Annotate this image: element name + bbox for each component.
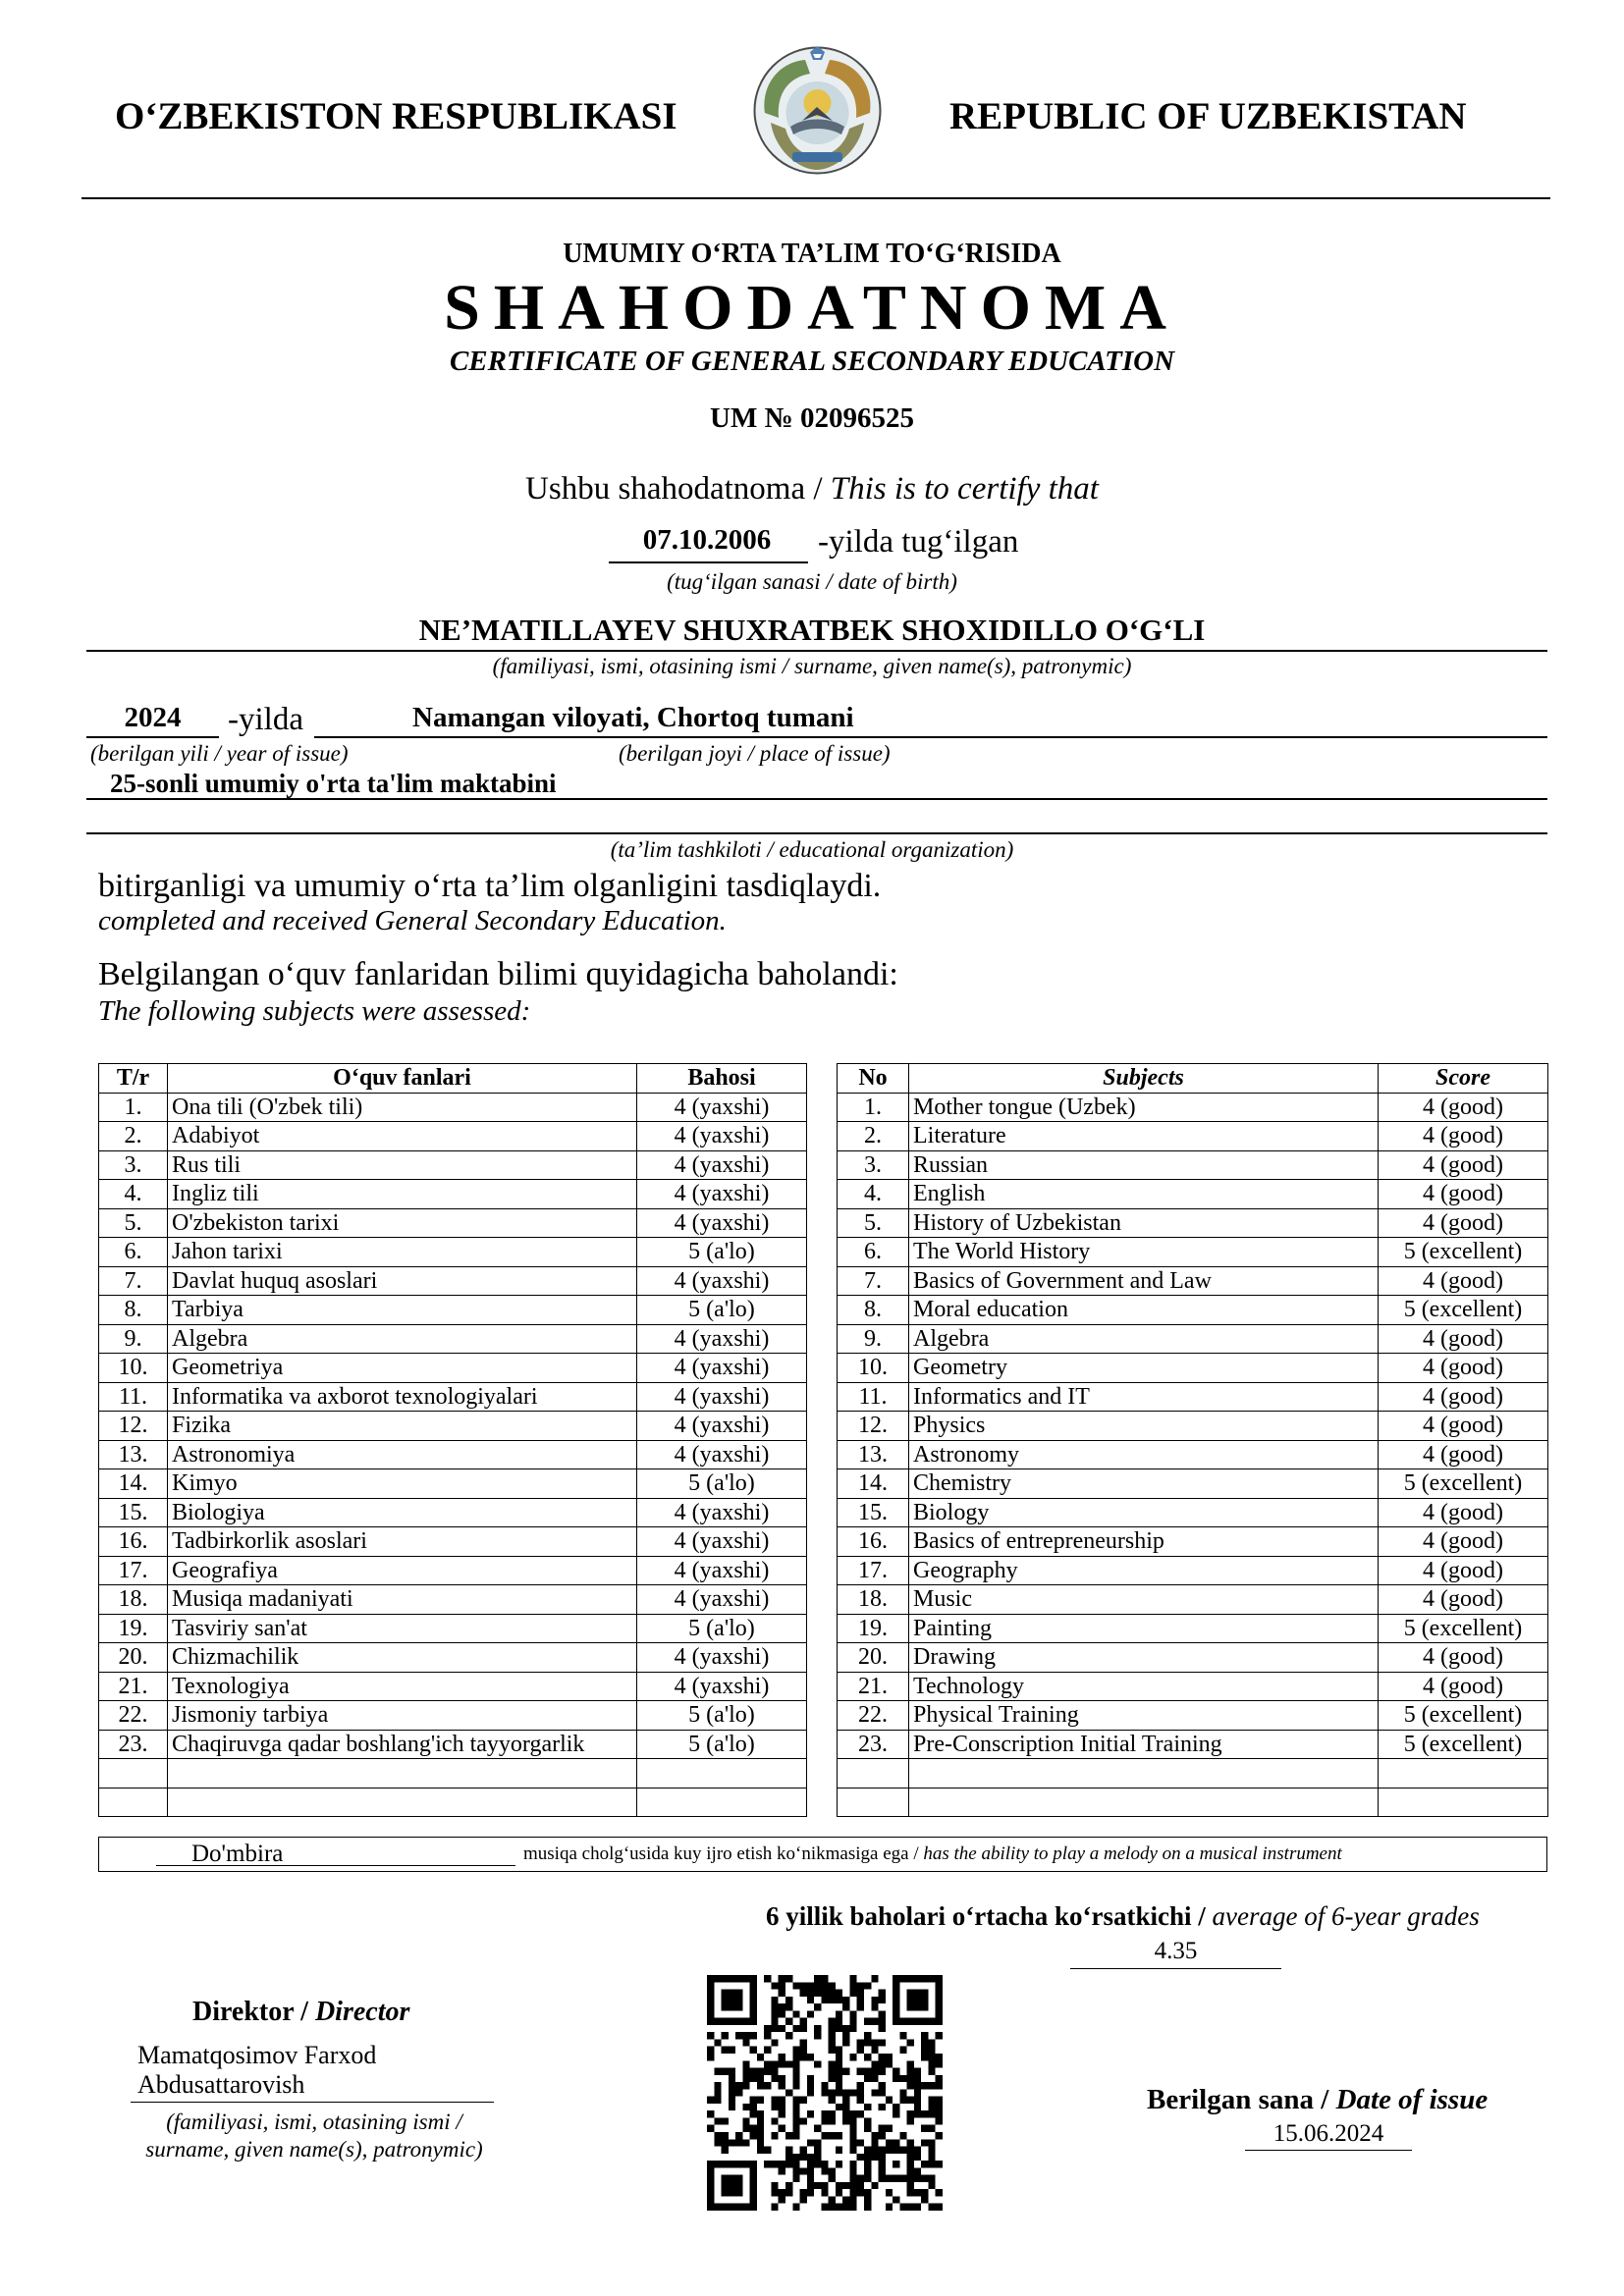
birth-caption: (tug‘ilgan sanasi / date of birth) <box>667 569 957 594</box>
average-value: 4.35 <box>1154 1938 1198 1964</box>
row-number: 22. <box>838 1701 909 1731</box>
row-grade: 4 (yaxshi) <box>637 1324 807 1354</box>
row-subject: Adabiyot <box>168 1122 637 1151</box>
grades-table-uz <box>98 1063 807 1817</box>
row-number: 18. <box>838 1585 909 1615</box>
table-row <box>99 1238 807 1267</box>
average-label-uz: 6 yillik baholari o‘rtacha ko‘rsatkichi / <box>766 1901 1213 1931</box>
certificate-title: SHAHODATNOMA <box>444 272 1180 344</box>
row-grade: 4 (good) <box>1379 1498 1548 1527</box>
row-number: 11. <box>838 1382 909 1412</box>
row-number <box>838 1759 909 1789</box>
table-row <box>838 1382 1548 1412</box>
row-number: 13. <box>838 1440 909 1469</box>
row-number: 19. <box>99 1614 168 1643</box>
row-grade: 4 (yaxshi) <box>637 1585 807 1615</box>
row-grade: 4 (yaxshi) <box>637 1556 807 1585</box>
row-number: 22. <box>99 1701 168 1731</box>
certificate-serial: UM № 02096525 <box>710 402 914 434</box>
row-number: 12. <box>838 1412 909 1441</box>
row-number: 17. <box>838 1556 909 1585</box>
birth-suffix: -yilda tug‘ilgan <box>818 524 1019 560</box>
table-row <box>99 1788 807 1817</box>
row-number: 9. <box>838 1324 909 1354</box>
row-subject: Drawing <box>909 1643 1379 1673</box>
row-subject: Astronomiya <box>168 1440 637 1469</box>
table-row <box>99 1382 807 1412</box>
row-subject: Physical Training <box>909 1701 1379 1731</box>
row-number: 18. <box>99 1585 168 1615</box>
row-subject: O'zbekiston tarixi <box>168 1208 637 1238</box>
table-row <box>838 1498 1548 1527</box>
row-grade: 4 (good) <box>1379 1324 1548 1354</box>
school-caption: (ta’lim tashkiloti / educational organization) <box>610 837 1014 862</box>
row-grade <box>637 1788 807 1817</box>
row-grade: 4 (good) <box>1379 1643 1548 1673</box>
row-grade: 4 (yaxshi) <box>637 1354 807 1383</box>
row-grade: 4 (yaxshi) <box>637 1122 807 1151</box>
table-row <box>838 1296 1548 1325</box>
row-number: 8. <box>99 1296 168 1325</box>
director-label <box>192 1997 409 2028</box>
director-caption <box>118 2109 511 2163</box>
row-number: 8. <box>838 1296 909 1325</box>
row-grade: 4 (yaxshi) <box>637 1440 807 1469</box>
row-number: 15. <box>99 1498 168 1527</box>
row-number: 3. <box>99 1150 168 1180</box>
row-subject: Mother tongue (Uzbek) <box>909 1093 1379 1122</box>
row-number: 16. <box>99 1527 168 1557</box>
instrument-skill-row <box>98 1837 1547 1872</box>
row-subject: Basics of entrepreneurship <box>909 1527 1379 1557</box>
row-number: 15. <box>838 1498 909 1527</box>
row-grade: 4 (yaxshi) <box>637 1208 807 1238</box>
row-subject: Ingliz tili <box>168 1180 637 1209</box>
certificate-line1: UMUMIY O‘RTA TA’LIM TO‘G‘RISIDA <box>563 239 1061 269</box>
row-subject: Chizmachilik <box>168 1643 637 1673</box>
issue-place: Namangan viloyati, Chortoq tumani <box>412 702 854 733</box>
row-subject: Texnologiya <box>168 1672 637 1701</box>
row-subject: Geografiya <box>168 1556 637 1585</box>
row-grade <box>637 1759 807 1789</box>
row-number: 3. <box>838 1150 909 1180</box>
row-number: 16. <box>838 1527 909 1557</box>
instrument-skill-text <box>523 1838 1342 1871</box>
issue-year: 2024 <box>124 702 182 733</box>
assessment-uz: Belgilangan o‘quv fanlaridan bilimi quyidagicha baholandi: <box>98 956 898 992</box>
date-of-issue-value: 15.06.2024 <box>1272 2120 1384 2147</box>
row-grade: 4 (yaxshi) <box>637 1412 807 1441</box>
row-number: 1. <box>99 1093 168 1122</box>
row-subject: Algebra <box>168 1324 637 1354</box>
row-grade: 4 (good) <box>1379 1093 1548 1122</box>
table-row <box>838 1208 1548 1238</box>
table-row <box>838 1759 1548 1789</box>
table-row <box>838 1324 1548 1354</box>
row-number <box>99 1788 168 1817</box>
row-grade: 5 (a'lo) <box>637 1296 807 1325</box>
row-number <box>838 1788 909 1817</box>
row-number: 10. <box>99 1354 168 1383</box>
row-number: 13. <box>99 1440 168 1469</box>
table-row <box>99 1556 807 1585</box>
skill-text-uz: musiqa cholg‘usida kuy ijro etish ko‘nikmasiga ega / <box>523 1843 924 1864</box>
table-row <box>99 1266 807 1296</box>
row-grade: 5 (excellent) <box>1379 1238 1548 1267</box>
row-grade: 4 (yaxshi) <box>637 1672 807 1701</box>
row-number: 1. <box>838 1093 909 1122</box>
row-number: 4. <box>838 1180 909 1209</box>
table-row <box>99 1122 807 1151</box>
row-grade: 4 (yaxshi) <box>637 1093 807 1122</box>
average-underline <box>1070 1968 1281 1969</box>
table-row <box>838 1701 1548 1731</box>
row-subject: Tarbiya <box>168 1296 637 1325</box>
row-grade <box>1379 1759 1548 1789</box>
row-subject: Moral education <box>909 1296 1379 1325</box>
birth-date-underline <box>609 561 808 563</box>
school-name: 25-sonli umumiy o'rta ta'lim maktabini <box>110 769 557 798</box>
row-subject: Painting <box>909 1614 1379 1643</box>
table-row <box>838 1238 1548 1267</box>
director-name-line1: Mamatqosimov Farxod <box>137 2041 377 2069</box>
row-grade: 4 (yaxshi) <box>637 1180 807 1209</box>
row-subject: Kimyo <box>168 1469 637 1499</box>
table-row <box>838 1527 1548 1557</box>
state-emblem-icon <box>751 44 884 177</box>
table-row <box>99 1180 807 1209</box>
table-row <box>99 1150 807 1180</box>
instrument-underline <box>156 1865 515 1866</box>
row-subject: Literature <box>909 1122 1379 1151</box>
row-number: 2. <box>99 1122 168 1151</box>
row-subject: Technology <box>909 1672 1379 1701</box>
row-subject: Fizika <box>168 1412 637 1441</box>
table-row <box>838 1180 1548 1209</box>
issue-year-suffix: -yilda <box>228 702 303 737</box>
row-grade: 5 (a'lo) <box>637 1238 807 1267</box>
col-header-subject: Subjects <box>909 1064 1379 1094</box>
row-number: 6. <box>99 1238 168 1267</box>
row-subject: Algebra <box>909 1324 1379 1354</box>
qr-code-icon <box>707 1975 943 2211</box>
row-grade: 5 (a'lo) <box>637 1730 807 1759</box>
table-row <box>99 1585 807 1615</box>
row-subject: English <box>909 1180 1379 1209</box>
table-header-row <box>838 1064 1548 1094</box>
row-grade: 4 (yaxshi) <box>637 1150 807 1180</box>
average-label-en: average of 6-year grades <box>1212 1901 1480 1931</box>
row-grade: 5 (excellent) <box>1379 1469 1548 1499</box>
row-subject: Geometry <box>909 1354 1379 1383</box>
row-subject <box>168 1759 637 1789</box>
table-row <box>838 1643 1548 1673</box>
row-number: 11. <box>99 1382 168 1412</box>
certify-uz: Ushbu shahodatnoma / <box>525 471 831 507</box>
certificate-subtitle: CERTIFICATE OF GENERAL SECONDARY EDUCATION <box>449 346 1175 377</box>
director-name <box>137 2041 376 2100</box>
table-row <box>838 1093 1548 1122</box>
row-grade: 4 (yaxshi) <box>637 1498 807 1527</box>
row-subject: The World History <box>909 1238 1379 1267</box>
row-number: 21. <box>838 1672 909 1701</box>
col-header-grade: Bahosi <box>637 1064 807 1094</box>
row-subject: Pre-Conscription Initial Training <box>909 1730 1379 1759</box>
certify-en: This is to certify that <box>830 471 1099 507</box>
row-grade: 4 (good) <box>1379 1556 1548 1585</box>
issue-place-caption: (berilgan joyi / place of issue) <box>619 741 891 766</box>
row-subject: Jahon tarixi <box>168 1238 637 1267</box>
row-subject <box>909 1788 1379 1817</box>
table-header-row <box>99 1064 807 1094</box>
row-subject: Ona tili (O'zbek tili) <box>168 1093 637 1122</box>
row-grade: 4 (good) <box>1379 1354 1548 1383</box>
table-row <box>838 1672 1548 1701</box>
row-number: 19. <box>838 1614 909 1643</box>
table-row <box>99 1324 807 1354</box>
row-number: 20. <box>838 1643 909 1673</box>
table-row <box>99 1730 807 1759</box>
school-underline-1 <box>86 798 1547 800</box>
row-number: 5. <box>99 1208 168 1238</box>
average-label <box>766 1901 1480 1932</box>
row-grade: 4 (good) <box>1379 1412 1548 1441</box>
table-row <box>99 1296 807 1325</box>
row-subject <box>168 1788 637 1817</box>
row-grade: 4 (yaxshi) <box>637 1643 807 1673</box>
row-number: 10. <box>838 1354 909 1383</box>
row-number: 7. <box>99 1266 168 1296</box>
table-row <box>838 1412 1548 1441</box>
row-grade: 4 (good) <box>1379 1266 1548 1296</box>
row-grade: 4 (yaxshi) <box>637 1382 807 1412</box>
table-row <box>838 1122 1548 1151</box>
row-grade: 5 (a'lo) <box>637 1469 807 1499</box>
row-subject: Astronomy <box>909 1440 1379 1469</box>
row-grade: 4 (good) <box>1379 1382 1548 1412</box>
table-row <box>99 1469 807 1499</box>
holder-name-underline <box>86 650 1547 652</box>
row-number: 2. <box>838 1122 909 1151</box>
row-subject: Chaqiruvga qadar boshlang'ich tayyorgarlik <box>168 1730 637 1759</box>
certify-line <box>0 471 1624 507</box>
assessment-en: The following subjects were assessed: <box>98 995 531 1027</box>
director-underline <box>131 2102 494 2103</box>
row-number: 23. <box>99 1730 168 1759</box>
school-underline-2 <box>86 832 1547 834</box>
row-subject: Geography <box>909 1556 1379 1585</box>
row-number: 14. <box>838 1469 909 1499</box>
date-of-issue-label <box>1147 2084 1488 2116</box>
table-row <box>99 1498 807 1527</box>
completion-en: completed and received General Secondary Education. <box>98 905 727 936</box>
table-row <box>838 1354 1548 1383</box>
table-row <box>838 1730 1548 1759</box>
issue-year-caption: (berilgan yili / year of issue) <box>90 741 349 766</box>
skill-text-en: has the ability to play a melody on a musical instrument <box>923 1843 1342 1864</box>
row-number: 4. <box>99 1180 168 1209</box>
table-row <box>99 1759 807 1789</box>
director-caption-line1: (familiyasi, ismi, otasining ismi / <box>166 2109 462 2134</box>
row-grade: 4 (yaxshi) <box>637 1527 807 1557</box>
row-subject: Tadbirkorlik asoslari <box>168 1527 637 1557</box>
row-grade: 5 (excellent) <box>1379 1614 1548 1643</box>
completion-uz: bitirganligi va umumiy o‘rta ta’lim olganligini tasdiqlaydi. <box>98 868 882 904</box>
row-number: 7. <box>838 1266 909 1296</box>
row-subject: Physics <box>909 1412 1379 1441</box>
row-grade: 4 (good) <box>1379 1150 1548 1180</box>
row-subject: Tasviriy san'at <box>168 1614 637 1643</box>
row-subject: Musiqa madaniyati <box>168 1585 637 1615</box>
row-subject: Music <box>909 1585 1379 1615</box>
date-of-issue-label-en: Date of issue <box>1335 2084 1489 2115</box>
table-row <box>99 1440 807 1469</box>
holder-name: NE’MATILLAYEV SHUXRATBEK SHOXIDILLO O‘G‘LI <box>418 613 1206 647</box>
director-label-uz: Direktor / <box>192 1997 315 2027</box>
row-number <box>99 1759 168 1789</box>
director-label-en: Director <box>314 1997 410 2027</box>
row-grade: 4 (yaxshi) <box>637 1266 807 1296</box>
row-subject: Informatika va axborot texnologiyalari <box>168 1382 637 1412</box>
table-row <box>99 1412 807 1441</box>
country-title-uz: O‘ZBEKISTON RESPUBLIKASI <box>115 95 677 137</box>
row-grade: 5 (excellent) <box>1379 1730 1548 1759</box>
row-subject: Jismoniy tarbiya <box>168 1701 637 1731</box>
row-number: 9. <box>99 1324 168 1354</box>
row-grade <box>1379 1788 1548 1817</box>
row-grade: 4 (good) <box>1379 1122 1548 1151</box>
row-subject: Geometriya <box>168 1354 637 1383</box>
row-subject: Chemistry <box>909 1469 1379 1499</box>
table-row <box>99 1354 807 1383</box>
table-row <box>99 1208 807 1238</box>
row-number: 14. <box>99 1469 168 1499</box>
row-number: 21. <box>99 1672 168 1701</box>
birth-date: 07.10.2006 <box>642 524 772 556</box>
row-grade: 5 (excellent) <box>1379 1296 1548 1325</box>
table-row <box>99 1614 807 1643</box>
row-number: 20. <box>99 1643 168 1673</box>
table-row <box>99 1701 807 1731</box>
table-row <box>99 1672 807 1701</box>
row-number: 6. <box>838 1238 909 1267</box>
table-row <box>838 1469 1548 1499</box>
row-grade: 4 (good) <box>1379 1585 1548 1615</box>
table-row <box>838 1614 1548 1643</box>
table-row <box>99 1527 807 1557</box>
row-grade: 4 (good) <box>1379 1440 1548 1469</box>
table-row <box>838 1440 1548 1469</box>
row-subject: Davlat huquq asoslari <box>168 1266 637 1296</box>
row-grade: 4 (good) <box>1379 1180 1548 1209</box>
col-header-subject: O‘quv fanlari <box>168 1064 637 1094</box>
issue-year-underline <box>86 736 219 738</box>
director-name-line2: Abdusattarovish <box>137 2070 305 2099</box>
issue-place-underline <box>314 736 1547 738</box>
row-grade: 4 (good) <box>1379 1208 1548 1238</box>
date-of-issue-underline <box>1245 2150 1412 2151</box>
row-number: 17. <box>99 1556 168 1585</box>
table-row <box>838 1585 1548 1615</box>
row-grade: 5 (a'lo) <box>637 1614 807 1643</box>
row-grade: 5 (a'lo) <box>637 1701 807 1731</box>
row-subject <box>909 1759 1379 1789</box>
row-grade: 5 (excellent) <box>1379 1701 1548 1731</box>
header-rule <box>81 197 1550 199</box>
row-subject: Biology <box>909 1498 1379 1527</box>
row-subject: Biologiya <box>168 1498 637 1527</box>
table-row <box>838 1556 1548 1585</box>
row-number: 23. <box>838 1730 909 1759</box>
row-subject: Russian <box>909 1150 1379 1180</box>
col-header-score: Score <box>1379 1064 1548 1094</box>
col-header-number: T/r <box>99 1064 168 1094</box>
grades-table-en <box>837 1063 1548 1817</box>
country-title-en: REPUBLIC OF UZBEKISTAN <box>949 95 1467 137</box>
row-subject: Informatics and IT <box>909 1382 1379 1412</box>
holder-caption: (familiyasi, ismi, otasining ismi / surname, given name(s), patronymic) <box>492 654 1132 678</box>
table-row <box>838 1788 1548 1817</box>
row-grade: 4 (good) <box>1379 1672 1548 1701</box>
row-number: 12. <box>99 1412 168 1441</box>
row-grade: 4 (good) <box>1379 1527 1548 1557</box>
instrument-name: Do'mbira <box>191 1841 284 1867</box>
table-row <box>838 1150 1548 1180</box>
table-row <box>838 1266 1548 1296</box>
date-of-issue-label-uz: Berilgan sana / <box>1147 2084 1336 2115</box>
row-subject: Basics of Government and Law <box>909 1266 1379 1296</box>
director-caption-line2: surname, given name(s), patronymic) <box>145 2137 483 2162</box>
table-row <box>99 1643 807 1673</box>
col-header-number: No <box>838 1064 909 1094</box>
table-row <box>99 1093 807 1122</box>
row-subject: History of Uzbekistan <box>909 1208 1379 1238</box>
row-number: 5. <box>838 1208 909 1238</box>
row-subject: Rus tili <box>168 1150 637 1180</box>
